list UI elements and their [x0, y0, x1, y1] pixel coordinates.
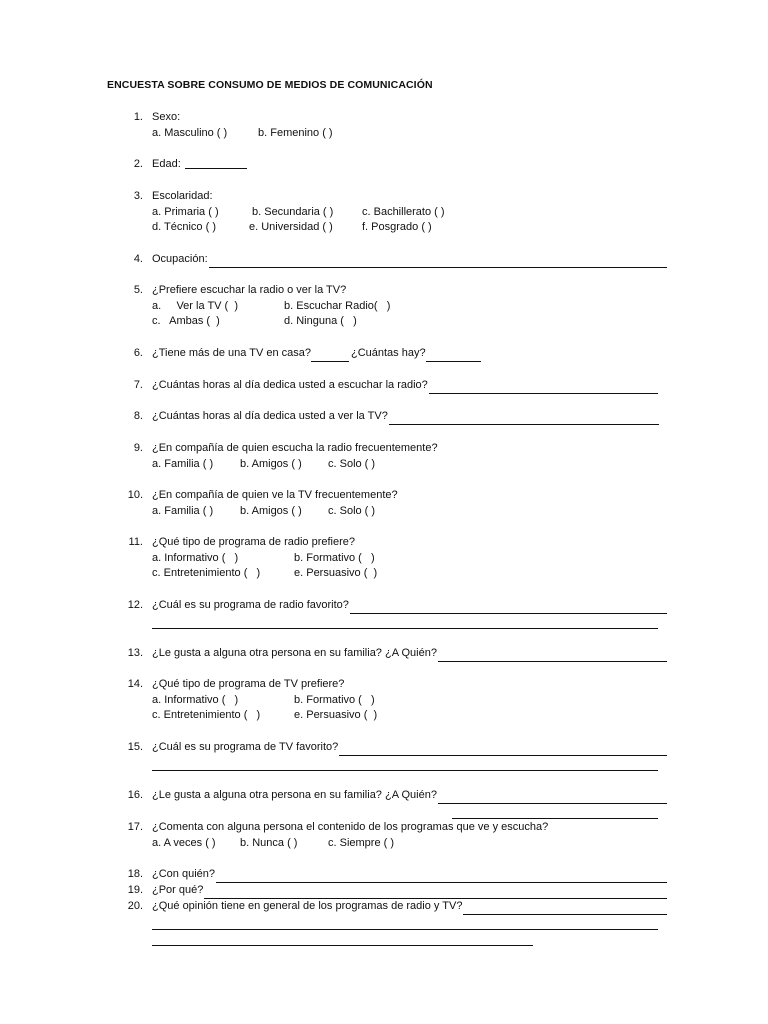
question-number: 3.	[133, 190, 143, 202]
radio-favorite-field-line-2[interactable]	[152, 627, 658, 629]
radio-favorite-field[interactable]	[350, 602, 667, 614]
option-tecnico[interactable]: d. Técnico ( )	[152, 221, 216, 233]
occupation-field[interactable]	[209, 256, 667, 268]
opinion-field[interactable]	[463, 903, 667, 915]
option-ambas[interactable]: c. Ambas ( )	[152, 315, 220, 327]
question-number: 20.	[127, 900, 143, 912]
question-number: 2.	[133, 158, 143, 170]
family-radio-field[interactable]	[438, 650, 667, 662]
option-escuchar-radio[interactable]: b. Escuchar Radio( )	[284, 299, 391, 312]
option-a-veces[interactable]: a. A veces ( )	[152, 836, 216, 849]
question-number: 7.	[133, 379, 143, 391]
question-text: ¿Prefiere escuchar la radio o ver la TV?	[152, 284, 347, 296]
question-text: ¿Con quién?	[152, 868, 215, 880]
question-text: ¿Qué tipo de programa de TV prefiere?	[152, 678, 345, 690]
option-femenino[interactable]: b. Femenino ( )	[258, 126, 333, 139]
question-text: ¿Por qué?	[152, 884, 204, 896]
question-text: ¿Le gusta a alguna otra persona en su familia? ¿A Quién?	[152, 647, 437, 659]
option-amigos[interactable]: b. Amigos ( )	[240, 457, 302, 470]
option-universidad[interactable]: e. Universidad ( )	[249, 221, 333, 233]
option-secundaria[interactable]: b. Secundaria ( )	[252, 205, 334, 218]
question-number: 5.	[133, 284, 143, 296]
question-number: 16.	[127, 789, 143, 801]
option-solo[interactable]: c. Solo ( )	[328, 457, 376, 470]
question-number: 10.	[127, 489, 143, 501]
question-number: 12.	[127, 599, 143, 611]
option-amigos[interactable]: b. Amigos ( )	[240, 504, 302, 517]
question-text: ¿Comenta con alguna persona el contenido de los programas que ve y escucha?	[152, 821, 549, 833]
family-tv-field-line-2[interactable]	[452, 817, 658, 819]
question-number: 13.	[127, 647, 143, 659]
question-number: 14.	[127, 678, 143, 690]
option-familia[interactable]: a. Familia ( )	[152, 504, 214, 517]
family-tv-field[interactable]	[438, 792, 667, 804]
question-text: Escolaridad:	[152, 190, 213, 202]
option-masculino[interactable]: a. Masculino ( )	[152, 126, 228, 139]
survey-title: ENCUESTA SOBRE CONSUMO DE MEDIOS DE COMUNICACIÓN	[107, 79, 433, 91]
radio-hours-field[interactable]	[429, 382, 658, 394]
question-number: 15.	[127, 741, 143, 753]
question-number: 6.	[133, 347, 143, 359]
option-primaria[interactable]: a. Primaria ( )	[152, 205, 219, 218]
option-siempre[interactable]: c. Siempre ( )	[328, 836, 395, 849]
age-field[interactable]	[185, 157, 247, 169]
opinion-field-line-3[interactable]	[152, 944, 533, 946]
option-entretenimiento[interactable]: c. Entretenimiento ( )	[152, 567, 261, 579]
option-ver-tv[interactable]: a. Ver la TV ( )	[152, 299, 238, 312]
question-text: Edad:	[152, 158, 181, 170]
question-text: ¿Qué opinión tiene en general de los programas de radio y TV?	[152, 900, 463, 912]
question-text: ¿Cuántas horas al día dedica usted a escuchar la radio?	[152, 379, 428, 391]
option-formativo[interactable]: b. Formativo ( )	[294, 693, 375, 706]
with-whom-field[interactable]	[216, 871, 667, 883]
question-text: Sexo:	[152, 111, 181, 123]
option-solo[interactable]: c. Solo ( )	[328, 504, 376, 517]
option-ninguna[interactable]: d. Ninguna ( )	[284, 315, 357, 327]
question-text: ¿Cuántas horas al día dedica usted a ver la TV?	[152, 410, 388, 422]
option-informativo[interactable]: a. Informativo ( )	[152, 693, 239, 706]
tv-more-field[interactable]	[311, 350, 349, 362]
question-text: ¿Cuál es su programa de TV favorito?	[152, 741, 339, 753]
option-formativo[interactable]: b. Formativo ( )	[294, 551, 375, 564]
option-posgrado[interactable]: f. Posgrado ( )	[362, 221, 432, 233]
question-number: 11.	[128, 536, 143, 548]
question-text: ¿En compañía de quien escucha la radio frecuentemente?	[152, 442, 438, 454]
question-number: 8.	[133, 410, 143, 422]
question-text: ¿Le gusta a alguna otra persona en su familia? ¿A Quién?	[152, 789, 437, 801]
question-text: ¿Tiene más de una TV en casa?	[152, 347, 311, 359]
option-nunca[interactable]: b. Nunca ( )	[240, 836, 298, 849]
option-familia[interactable]: a. Familia ( )	[152, 457, 214, 470]
question-text: ¿En compañía de quien ve la TV frecuentemente?	[152, 489, 398, 501]
question-number: 17.	[127, 821, 143, 833]
why-field[interactable]	[204, 887, 667, 899]
option-persuasivo[interactable]: e. Persuasivo ( )	[294, 567, 378, 579]
tv-hours-field[interactable]	[389, 413, 659, 425]
option-informativo[interactable]: a. Informativo ( )	[152, 551, 239, 564]
question-text: ¿Qué tipo de programa de radio prefiere?	[152, 536, 356, 548]
question-text: ¿Cuál es su programa de radio favorito?	[152, 599, 349, 611]
option-persuasivo[interactable]: e. Persuasivo ( )	[294, 709, 378, 721]
question-number: 1.	[133, 111, 143, 123]
tv-count-field[interactable]	[426, 350, 481, 362]
option-entretenimiento[interactable]: c. Entretenimiento ( )	[152, 709, 261, 721]
question-number: 4.	[133, 253, 143, 265]
question-number: 19.	[127, 884, 143, 896]
tv-favorite-field[interactable]	[339, 744, 667, 756]
tv-favorite-field-line-2[interactable]	[152, 769, 658, 771]
question-number: 9.	[133, 442, 143, 454]
question-text-2: ¿Cuántas hay?	[350, 347, 426, 359]
question-text: Ocupación:	[152, 253, 208, 265]
question-number: 18.	[127, 868, 143, 880]
option-bachillerato[interactable]: c. Bachillerato ( )	[362, 205, 445, 218]
